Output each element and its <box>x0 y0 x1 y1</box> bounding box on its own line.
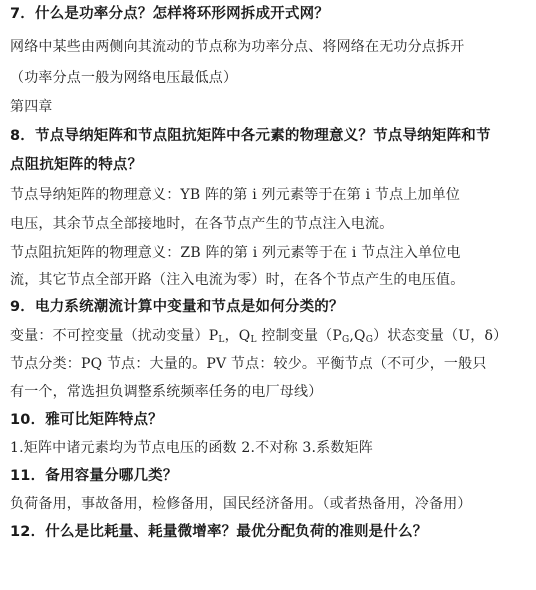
chapter-heading: 第四章 <box>10 99 53 115</box>
answer-7-line-2: （功率分点一般为网络电压最低点） <box>10 70 238 86</box>
answer-10: 1.矩阵中诸元素均为节点电压的函数 2.不对称 3.系数矩阵 <box>10 440 373 456</box>
subscript-g: G <box>365 335 374 345</box>
variables-text-5: ）状态变量（U，δ） <box>373 328 508 344</box>
variables-text-4: ,Q <box>349 328 366 344</box>
answer-7-line-1: 网络中某些由两侧向其流动的节点称为功率分点、将网络在无功分点拆开 <box>10 39 465 55</box>
answer-8-line-4: 流，其它节点全部开路（注入电流为零）时，在各个节点产生的电压值。 <box>10 272 465 288</box>
subscript-g: G <box>341 335 350 345</box>
answer-11: 负荷备用，事故备用，检修备用，国民经济备用。（或者热备用，冷备用） <box>10 496 472 512</box>
answer-9-variables <box>10 326 530 350</box>
answer-9-nodes-line-2: 有一个，常选担负调整系统频率任务的电厂母线） <box>10 384 323 400</box>
question-8-line-2: 点阻抗矩阵的特点？ <box>10 157 143 173</box>
question-12: 12．什么是比耗量、耗量微增率？最优分配负荷的准则是什么？ <box>10 524 428 540</box>
variables-text-2: ，Q <box>224 328 251 344</box>
subscript-l: L <box>250 335 257 345</box>
answer-8-line-2: 电压，其余节点全部接地时，在各节点产生的节点注入电流。 <box>10 216 394 232</box>
question-11: 11．备用容量分哪几类？ <box>10 468 178 484</box>
answer-8-line-1: 节点导纳矩阵的物理意义：YB 阵的第 i 列元素等于在第 i 节点上加单位 <box>10 187 461 203</box>
answer-8-line-3: 节点阻抗矩阵的物理意义：ZB 阵的第 i 列元素等于在 i 节点注入单位电 <box>10 245 461 261</box>
answer-9-nodes-line-1: 节点分类：PQ 节点：大量的。PV 节点：较少。平衡节点（不可少，一般只 <box>10 356 487 372</box>
question-10: 10．雅可比矩阵特点？ <box>10 412 163 428</box>
question-7: 7．什么是功率分点？怎样将环形网拆成开式网？ <box>10 6 329 22</box>
question-8-line-1: 8．节点导纳矩阵和节点阻抗矩阵中各元素的物理意义？节点导纳矩阵和节 <box>10 128 491 144</box>
variables-text-3: 控制变量（P <box>256 328 342 344</box>
question-9: 9．电力系统潮流计算中变量和节点是如何分类的？ <box>10 299 344 315</box>
variables-text-1: 变量：不可控变量（扰动变量）P <box>10 328 219 344</box>
subscript-l: L <box>218 335 225 345</box>
